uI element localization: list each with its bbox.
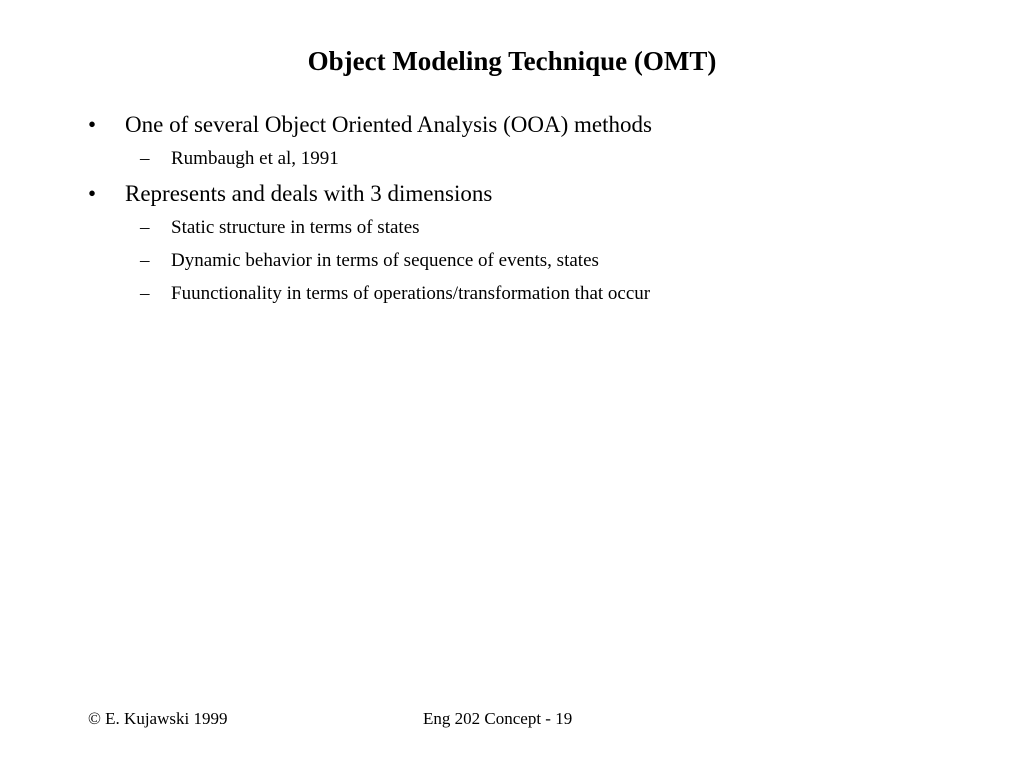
footer-copyright: © E. Kujawski 1999 (88, 709, 228, 728)
slide-title: Object Modeling Technique (OMT) (307, 46, 717, 76)
bullet-marker: • (88, 112, 97, 137)
sub-bullet-text: Fuunctionality in terms of operations/transformation that occur (171, 283, 651, 304)
footer-course: Eng 202 Concept - 19 (423, 709, 573, 728)
bullet-text: One of several Object Oriented Analysis (OOA) methods (125, 112, 652, 137)
sub-bullet-text: Static structure in terms of states (171, 217, 420, 238)
bullet-text: Represents and deals with 3 dimensions (125, 181, 493, 206)
bullet-marker: • (88, 181, 97, 206)
dash-marker: – (140, 148, 150, 169)
dash-marker: – (140, 283, 150, 304)
dash-marker: – (140, 217, 150, 238)
sub-bullet-text: Dynamic behavior in terms of sequence of events, states (171, 250, 599, 271)
sub-bullet-text: Rumbaugh et al, 1991 (171, 148, 339, 169)
dash-marker: – (140, 250, 150, 271)
